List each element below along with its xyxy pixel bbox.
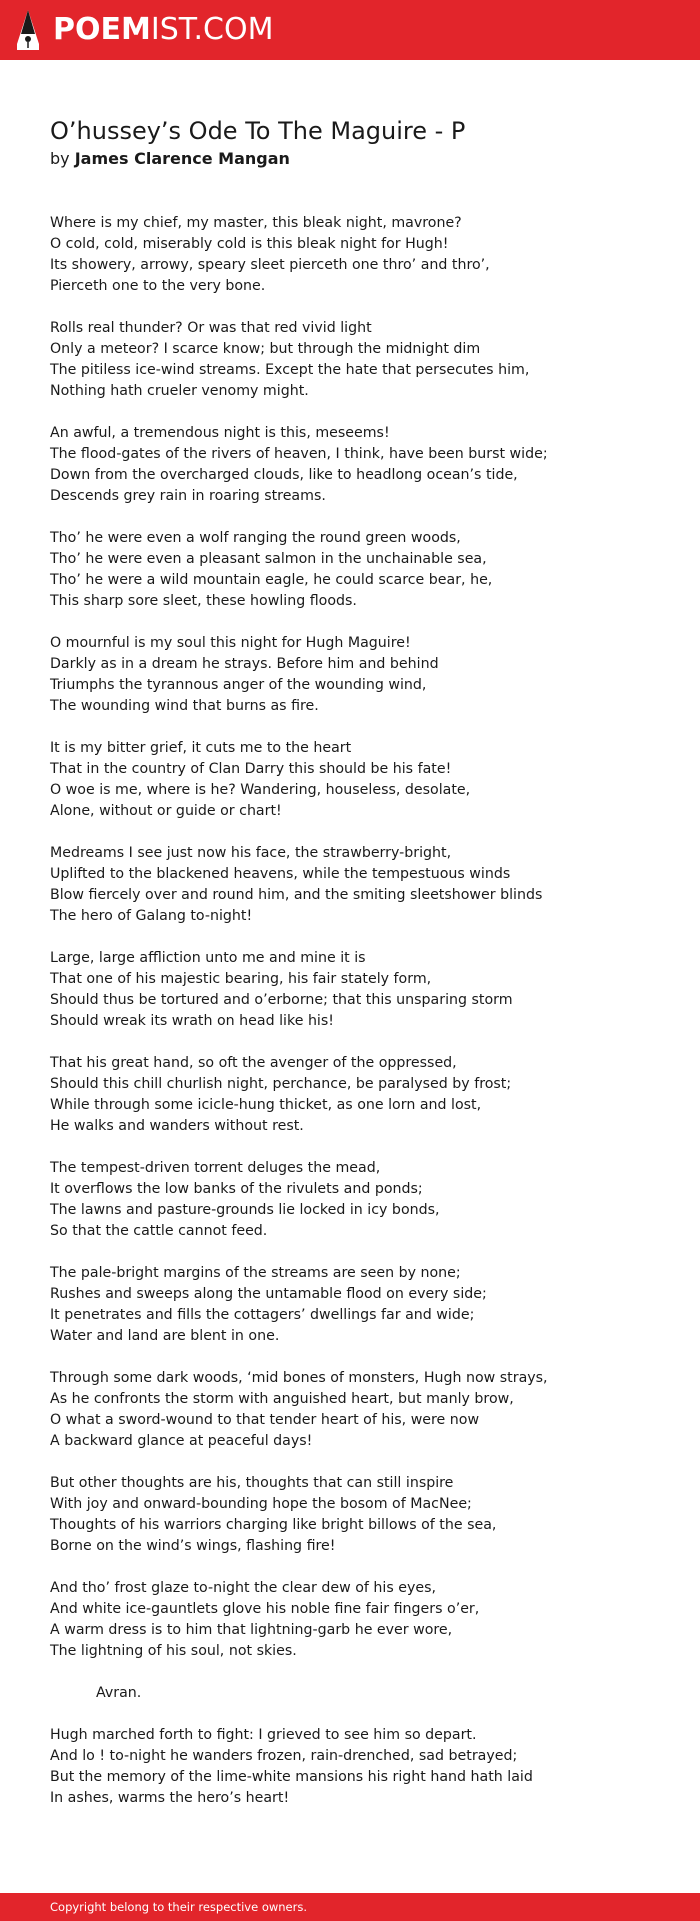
poem-line: And white ice-gauntlets glove his noble fine fair fingers o’er,: [50, 1601, 480, 1617]
stanza: [50, 1578, 650, 1662]
poem-line: Tho’ he were a wild mountain eagle, he could scarce bear, he,: [50, 572, 493, 588]
poem-line: The pitiless ice-wind streams. Except the hate that persecutes him,: [50, 362, 530, 378]
poem-line: Should wreak its wrath on head like his!: [50, 1013, 334, 1029]
poem-line: This sharp sore sleet, these howling floods.: [50, 593, 357, 609]
poem-line: Nothing hath crueler venomy might.: [50, 383, 309, 399]
stanza: [50, 318, 650, 402]
poem-line: Descends grey rain in roaring streams.: [50, 488, 326, 504]
stanza: [50, 528, 650, 612]
poem-line: O woe is me, where is he? Wandering, houseless, desolate,: [50, 782, 471, 798]
stanza-interlude: [50, 1683, 650, 1704]
poem-line: The pale-bright margins of the streams are seen by none;: [50, 1265, 461, 1281]
stanza: [50, 1368, 650, 1452]
site-logo-link[interactable]: [15, 8, 273, 52]
poem-line: Through some dark woods, ‘mid bones of monsters, Hugh now strays,: [50, 1370, 548, 1386]
copyright-text: Copyright belong to their respective owners.: [50, 1900, 308, 1914]
poem-line: While through some icicle-hung thicket, as one lorn and lost,: [50, 1097, 482, 1113]
poem-line: Its showery, arrowy, speary sleet pierceth one thro’ and thro’,: [50, 257, 490, 273]
stanza: [50, 213, 650, 297]
poem-line: And tho’ frost glaze to-night the clear dew of his eyes,: [50, 1580, 437, 1596]
poem-line: That his great hand, so oft the avenger of the oppressed,: [50, 1055, 457, 1071]
poem-line: Large, large affliction unto me and mine it is: [50, 950, 366, 966]
poem-line: Tho’ he were even a wolf ranging the round green woods,: [50, 530, 461, 546]
poem-line: Borne on the wind’s wings, flashing fire!: [50, 1538, 336, 1554]
poem-line: A backward glance at peaceful days!: [50, 1433, 313, 1449]
poem-line: Uplifted to the blackened heavens, while the tempestuous winds: [50, 866, 511, 882]
poem-line: O cold, cold, miserably cold is this bleak night for Hugh!: [50, 236, 449, 252]
poem-line: Rushes and sweeps along the untamable flood on every side;: [50, 1286, 487, 1302]
stanza: [50, 843, 650, 927]
poem-line: In ashes, warms the hero’s heart!: [50, 1790, 290, 1806]
poem-line: As he confronts the storm with anguished heart, but manly brow,: [50, 1391, 514, 1407]
poem-line: Should thus be tortured and o’erborne; that this unsparing storm: [50, 992, 513, 1008]
stanza: [50, 738, 650, 822]
stanza: [50, 1158, 650, 1242]
poem-line: Tho’ he were even a pleasant salmon in the unchainable sea,: [50, 551, 487, 567]
poem-line: O what a sword-wound to that tender heart of his, were now: [50, 1412, 480, 1428]
poem-line: That one of his majestic bearing, his fair stately form,: [50, 971, 432, 987]
poem-line: The tempest-driven torrent deluges the mead,: [50, 1160, 381, 1176]
top-bar: [0, 0, 700, 60]
poem-line: Rolls real thunder? Or was that red vivid light: [50, 320, 372, 336]
poem-line: It is my bitter grief, it cuts me to the heart: [50, 740, 352, 756]
poem-line: It penetrates and fills the cottagers’ dwellings far and wide;: [50, 1307, 475, 1323]
poem-line: Alone, without or guide or chart!: [50, 803, 282, 819]
poem-line: The wounding wind that burns as fire.: [50, 698, 319, 714]
poem-line: And lo ! to-night he wanders frozen, rain-drenched, sad betrayed;: [50, 1748, 518, 1764]
poem-line: Should this chill churlish night, perchance, be paralysed by frost;: [50, 1076, 512, 1092]
stanza: [50, 1473, 650, 1557]
poem-line: Medreams I see just now his face, the strawberry-bright,: [50, 845, 452, 861]
poem-line: An awful, a tremendous night is this, meseems!: [50, 425, 390, 441]
poem-line: The lawns and pasture-grounds lie locked in icy bonds,: [50, 1202, 440, 1218]
poem-line: Only a meteor? I scarce know; but through the midnight dim: [50, 341, 481, 357]
byline: [50, 149, 650, 169]
stanza: [50, 423, 650, 507]
poem-body: [50, 213, 650, 1809]
poem-line: Down from the overcharged clouds, like to headlong ocean’s tide,: [50, 467, 518, 483]
stanza: [50, 1263, 650, 1347]
poem-line: The lightning of his soul, not skies.: [50, 1643, 297, 1659]
poem-title: O’hussey’s Ode To The Maguire - P: [50, 117, 466, 145]
poem-line: The flood-gates of the rivers of heaven, I think, have been burst wide;: [50, 446, 548, 462]
poem-line: So that the cattle cannot feed.: [50, 1223, 268, 1239]
poem-line: The hero of Galang to-night!: [50, 908, 253, 924]
poem-line: Blow fiercely over and round him, and the smiting sleetshower blinds: [50, 887, 543, 903]
poem-line: Triumphs the tyrannous anger of the wounding wind,: [50, 677, 427, 693]
poem-line: Pierceth one to the very bone.: [50, 278, 266, 294]
footer-bar: [0, 1893, 700, 1921]
poem-line: Where is my chief, my master, this bleak night, mavrone?: [50, 215, 462, 231]
poem-line: Water and land are blent in one.: [50, 1328, 280, 1344]
stanza: [50, 1053, 650, 1137]
poem-line: He walks and wanders without rest.: [50, 1118, 304, 1134]
poem-line: A warm dress is to him that lightning-garb he ever wore,: [50, 1622, 453, 1638]
poem-line: O mournful is my soul this night for Hugh Maguire!: [50, 635, 411, 651]
stanza: [50, 1725, 650, 1809]
poem-line: Avran.: [96, 1685, 142, 1701]
poem-line: But the memory of the lime-white mansions his right hand hath laid: [50, 1769, 533, 1785]
poem-line: Darkly as in a dream he strays. Before him and behind: [50, 656, 439, 672]
poem-line: With joy and onward-bounding hope the bosom of MacNee;: [50, 1496, 472, 1512]
poem-line: Thoughts of his warriors charging like bright billows of the sea,: [50, 1517, 497, 1533]
poem-line: But other thoughts are his, thoughts that can still inspire: [50, 1475, 454, 1491]
site-logo-text: POEMIST.COM: [53, 12, 274, 47]
poem-line: It overflows the low banks of the rivulets and ponds;: [50, 1181, 423, 1197]
stanza: [50, 633, 650, 717]
author-name: James Clarence Mangan: [74, 149, 290, 168]
poem-line: Hugh marched forth to fight: I grieved to see him so depart.: [50, 1727, 477, 1743]
by-label: by: [50, 149, 70, 168]
pen-nib-icon: [15, 8, 41, 52]
stanza: [50, 948, 650, 1032]
poem-line: That in the country of Clan Darry this should be his fate!: [50, 761, 452, 777]
poem-container: [50, 117, 650, 1830]
